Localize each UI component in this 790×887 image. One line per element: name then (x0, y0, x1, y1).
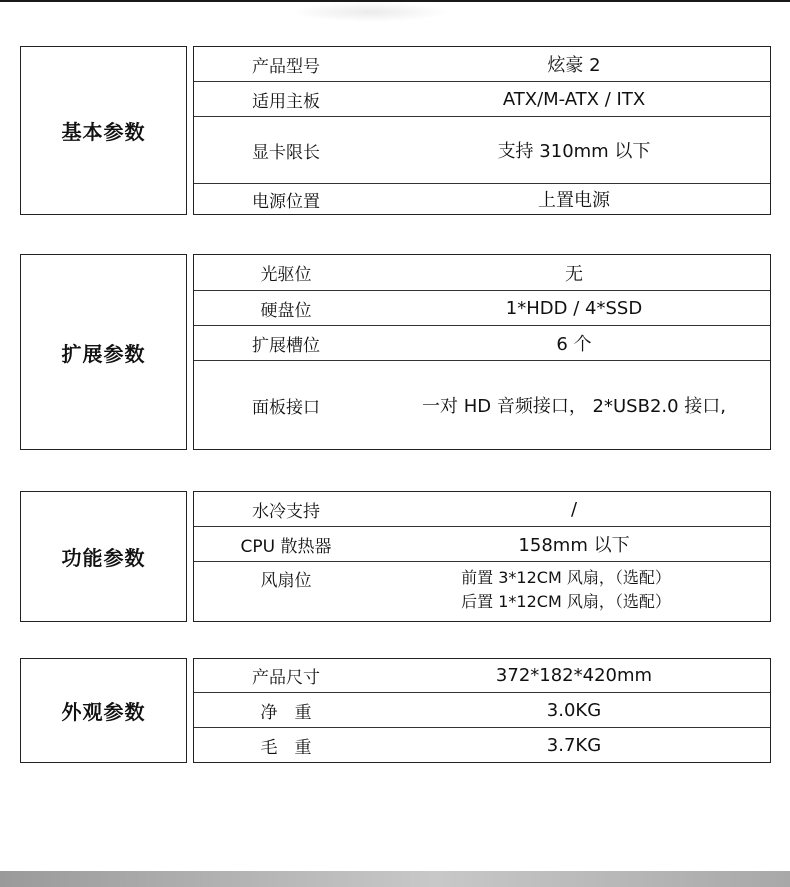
section-basic-params (20, 46, 771, 215)
spec-value: / (570, 498, 578, 520)
spec-key: 净 重 (260, 702, 312, 723)
table-row (194, 360, 770, 449)
spec-value: 372*182*420mm (495, 665, 653, 686)
spec-key: 电源位置 (252, 191, 320, 212)
spec-key: 显卡限长 (252, 142, 320, 163)
spec-value: 1*HDD / 4*SSD (505, 297, 643, 319)
spec-key: 硬盘位 (260, 300, 312, 321)
spec-key: 扩展槽位 (252, 335, 320, 356)
spec-key: CPU 散热器 (240, 536, 332, 557)
table-row (194, 659, 770, 692)
spec-key: 产品尺寸 (252, 668, 320, 688)
spec-value: 6 个 (556, 334, 592, 355)
table-row (194, 325, 770, 360)
spec-value-line: 后置 1*12CM 风扇，（选配） (461, 592, 671, 611)
spec-value (378, 562, 770, 614)
spec-value: 炫豪 2 (547, 55, 601, 76)
table-row (194, 290, 770, 325)
spec-table (193, 46, 771, 215)
table-row (194, 255, 770, 290)
spec-key: 风扇位 (260, 571, 312, 591)
spec-key: 毛 重 (260, 737, 312, 758)
spec-key: 面板接口 (252, 397, 320, 418)
section-title: 外观参数 (20, 658, 187, 763)
spec-table (193, 491, 771, 622)
section-expansion-params (20, 254, 771, 450)
section-title: 功能参数 (20, 491, 187, 622)
spec-value: ATX/M-ATX / ITX (502, 88, 646, 110)
spec-key: 产品型号 (252, 56, 320, 77)
spec-value: 3.0KG (546, 699, 602, 721)
table-row (194, 727, 770, 762)
table-row (194, 81, 770, 116)
section-title: 基本参数 (20, 46, 187, 215)
table-row (194, 692, 770, 727)
spec-value: 158mm 以下 (518, 535, 630, 556)
spec-value: 3.7KG (546, 734, 602, 756)
spec-table (193, 658, 771, 763)
table-row (194, 492, 770, 526)
section-title: 扩展参数 (20, 254, 187, 450)
top-shadow-decoration (290, 2, 450, 22)
spec-value: 上置电源 (538, 190, 610, 211)
spec-value: 支持 310mm 以下 (497, 141, 651, 162)
table-row (194, 561, 770, 621)
spec-key: 光驱位 (260, 265, 312, 285)
bottom-band (0, 871, 790, 887)
spec-value: 无 (565, 263, 583, 285)
section-function-params (20, 491, 771, 622)
spec-value-line: 前置 3*12CM 风扇，（选配） (461, 568, 671, 587)
table-row (194, 526, 770, 561)
table-row (194, 116, 770, 183)
spec-key: 适用主板 (252, 91, 320, 112)
spec-table (193, 254, 771, 450)
table-row (194, 183, 770, 214)
section-appearance-params (20, 658, 771, 763)
spec-key: 水冷支持 (252, 501, 320, 522)
spec-value: 一对 HD 音频接口， 2*USB2.0 接口, (421, 396, 727, 417)
table-row (194, 47, 770, 81)
